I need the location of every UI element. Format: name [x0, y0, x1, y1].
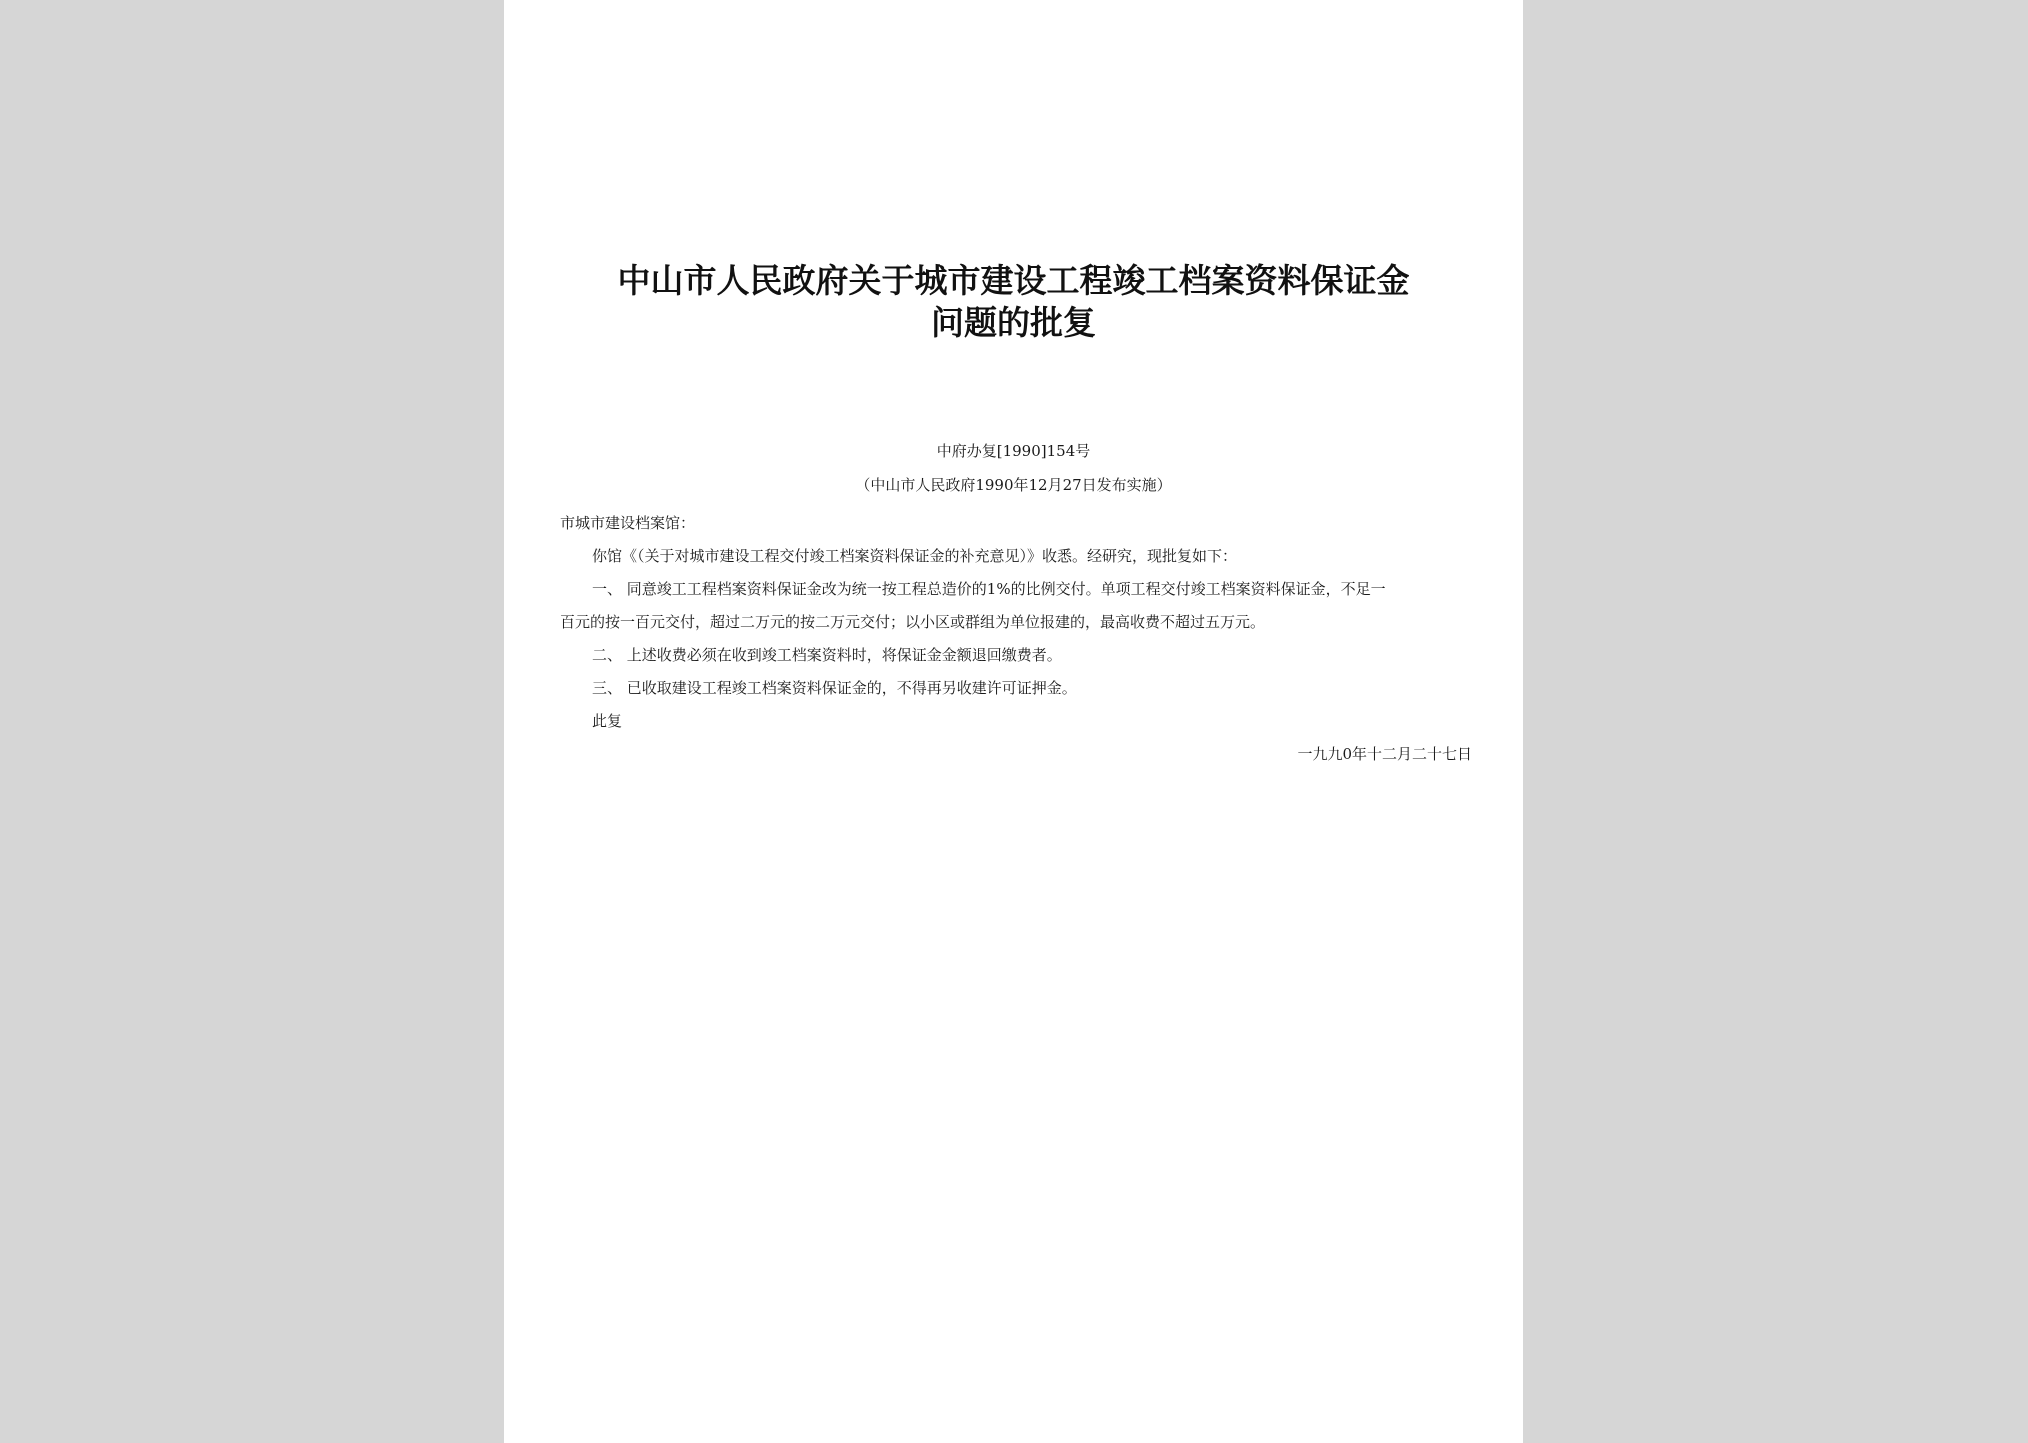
item-2: 二、 上述收费必须在收到竣工档案资料时，将保证金金额退回缴费者。: [592, 646, 1062, 664]
intro-paragraph: 你馆《（关于对城市建设工程交付竣工档案资料保证金的补充意见）》收悉。经研究，现批复如下：: [592, 547, 1238, 565]
addressee: 市城市建设档案馆：: [560, 514, 696, 532]
document-body: [560, 507, 1472, 771]
document-number: 中府办复[1990]154号: [936, 442, 1091, 460]
closing: 此复: [592, 712, 623, 730]
item-1-line-2: 百元的按一百元交付，超过二万元的按二万元交付；以小区或群组为单位报建的，最高收费不超过五万元。: [560, 613, 1266, 631]
publication-note: （中山市人民政府1990年12月27日发布实施）: [855, 476, 1172, 494]
title-line-1: 中山市人民政府关于城市建设工程竣工档案资料保证金: [617, 261, 1410, 300]
title-line-2: 问题的批复: [931, 303, 1096, 342]
document-page: [504, 0, 1523, 1443]
item-3: 三、 已收取建设工程竣工档案资料保证金的，不得再另收建许可证押金。: [592, 679, 1077, 697]
document-date: 一九九0年十二月二十七日: [1297, 745, 1472, 763]
document-title: [504, 260, 1523, 344]
item-1-line-1: 一、 同意竣工工程档案资料保证金改为统一按工程总造价的1%的比例交付。单项工程交付竣工档案资料保证金，不足一: [592, 580, 1386, 598]
